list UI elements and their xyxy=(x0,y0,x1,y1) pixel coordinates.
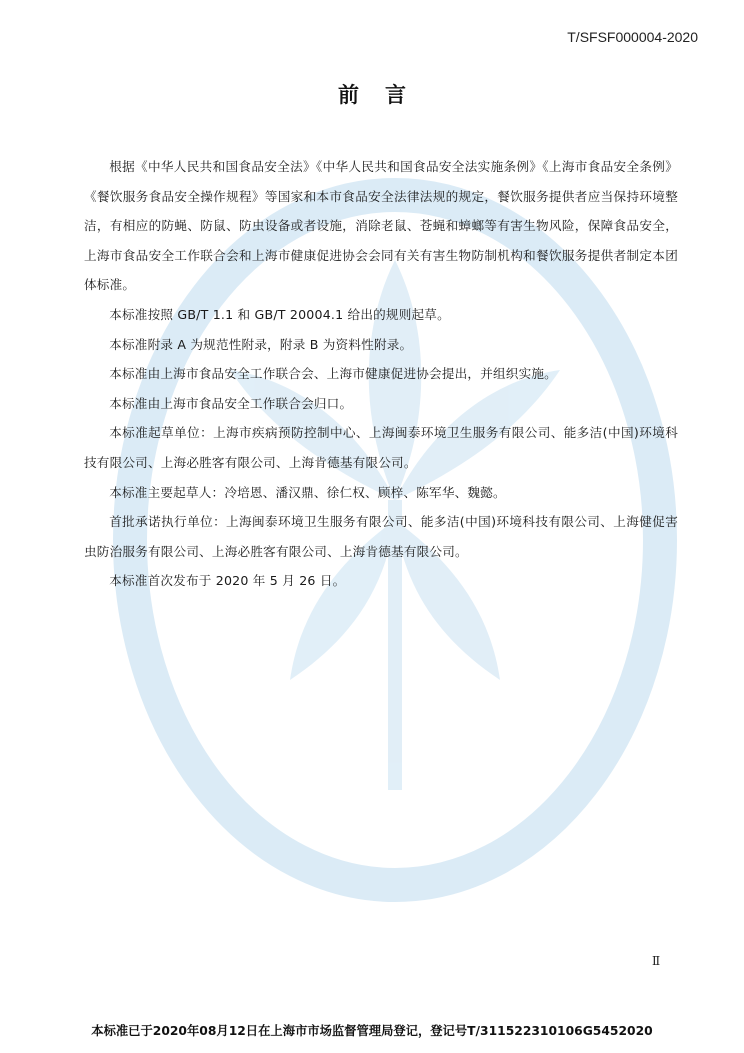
page-number: Ⅱ xyxy=(652,954,661,968)
standard-code: T/SFSF000004-2020 xyxy=(567,29,698,45)
paragraph-drafting-rules: 本标准按照 GB/T 1.1 和 GB/T 20004.1 给出的规则起草。 xyxy=(109,306,450,322)
registration-footer: 本标准已于2020年08月12日在上海市市场监督管理局登记，登记号T/311522310106G5452020 xyxy=(91,1024,653,1038)
paragraph-proposer: 本标准由上海市食品安全工作联合会、上海市健康促进协会提出，并组织实施。 xyxy=(109,366,557,382)
paragraph-first-adopters: 首批承诺执行单位：上海闽泰环境卫生服务有限公司、能多洁(中国)环境科技有限公司、上海健促害虫防治服务有限公司、上海必胜客有限公司、上海肯德基有限公司。 xyxy=(84,514,678,559)
paragraph-administrator: 本标准由上海市食品安全工作联合会归口。 xyxy=(109,395,353,411)
page-title: 前言 xyxy=(338,83,432,107)
paragraph-legal-basis: 根据《中华人民共和国食品安全法》《中华人民共和国食品安全法实施条例》《上海市食品安全条例》《餐饮服务食品安全操作规程》等国家和本市食品安全法律法规的规定，餐饮服务提供者应当保持环境整洁，有相应的防蝇、防鼠、防虫设备或者设施，消除老鼠、苍蝇和蟑螂等有害生物风险，保障食品安全，上海市食品安全工作联合会和上海市健康促进协会会同有关有害生物防制机构和餐饮服务提供者制定本团体标准。 xyxy=(84,159,678,293)
paragraph-release-date: 本标准首次发布于 2020 年 5 月 26 日。 xyxy=(109,573,346,589)
paragraph-drafting-units: 本标准起草单位：上海市疾病预防控制中心、上海闽泰环境卫生服务有限公司、能多洁(中国)环境科技有限公司、上海必胜客有限公司、上海肯德基有限公司。 xyxy=(84,425,678,470)
paragraph-drafters: 本标准主要起草人：冷培恩、潘汉鼎、徐仁权、顾梓、陈军华、魏懿。 xyxy=(109,484,506,500)
foreword-body xyxy=(84,152,678,596)
paragraph-appendix: 本标准附录 A 为规范性附录，附录 B 为资料性附录。 xyxy=(109,336,413,352)
